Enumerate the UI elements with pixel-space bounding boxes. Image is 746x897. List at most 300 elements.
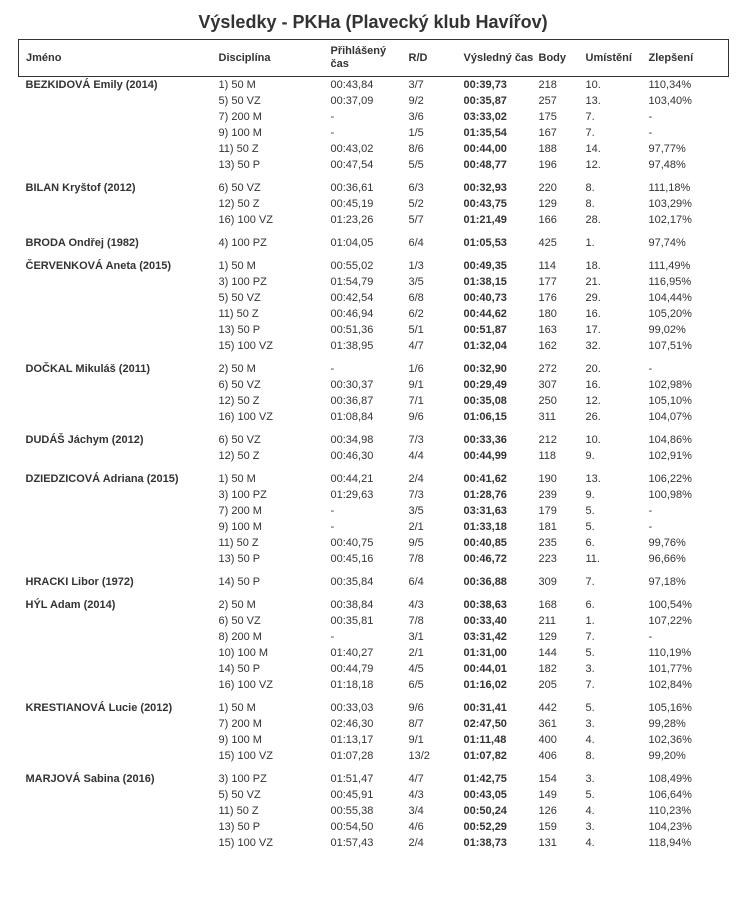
result-time-cell: 00:46,72 xyxy=(463,553,507,565)
result-row xyxy=(19,535,729,551)
swimmer-name xyxy=(19,125,212,141)
entry-time-cell: 01:29,63 xyxy=(330,489,374,501)
result-time-cell: 00:43,05 xyxy=(463,789,507,801)
place-cell: 14. xyxy=(585,143,601,155)
improvement-cell: 116,95% xyxy=(648,276,692,288)
place-cell: 5. xyxy=(585,521,595,533)
result-row xyxy=(19,448,729,464)
swimmer-name: HRACKI Libor (1972) xyxy=(25,576,134,588)
entry-time-cell: 01:13,17 xyxy=(330,734,374,746)
improvement-cell: 102,17% xyxy=(648,214,692,226)
points-cell: 220 xyxy=(538,182,557,194)
improvement-cell: - xyxy=(648,631,653,643)
discipline-cell: 12) 50 Z xyxy=(218,450,260,462)
table-body xyxy=(19,77,729,852)
result-row xyxy=(19,157,729,173)
result-time-cell: 01:28,76 xyxy=(463,489,507,501)
result-row xyxy=(19,819,729,835)
swimmer-name xyxy=(19,803,212,819)
result-row xyxy=(19,322,729,338)
place-cell: 4. xyxy=(585,837,595,849)
improvement-cell: 97,74% xyxy=(648,237,686,249)
col-header-result-time: Výsledný čas xyxy=(463,51,534,64)
points-cell: 205 xyxy=(538,679,557,691)
result-time-cell: 00:43,75 xyxy=(463,198,507,210)
place-cell: 9. xyxy=(585,450,595,462)
discipline-cell: 14) 50 P xyxy=(218,663,261,675)
improvement-cell: 106,64% xyxy=(648,789,692,801)
discipline-cell: 5) 50 VZ xyxy=(218,95,261,107)
place-cell: 9. xyxy=(585,489,595,501)
entry-time-cell: 01:23,26 xyxy=(330,214,374,226)
rd-cell: 2/1 xyxy=(408,521,424,533)
swimmer-name xyxy=(19,409,212,425)
rd-cell: 2/4 xyxy=(408,837,424,849)
result-row xyxy=(19,645,729,661)
improvement-cell: 104,23% xyxy=(648,821,692,833)
result-time-cell: 01:35,54 xyxy=(463,127,507,139)
result-row xyxy=(19,716,729,732)
result-time-cell: 00:31,41 xyxy=(463,702,507,714)
rd-cell: 1/3 xyxy=(408,260,424,272)
swimmer-name xyxy=(19,338,212,354)
improvement-cell: 97,48% xyxy=(648,159,686,171)
points-cell: 196 xyxy=(538,159,557,171)
points-cell: 361 xyxy=(538,718,557,730)
points-cell: 168 xyxy=(538,599,557,611)
discipline-cell: 1) 50 M xyxy=(218,260,256,272)
rd-cell: 5/2 xyxy=(408,198,424,210)
result-time-cell: 01:16,02 xyxy=(463,679,507,691)
result-row xyxy=(19,629,729,645)
result-row xyxy=(19,77,729,94)
result-row xyxy=(19,338,729,354)
improvement-cell: - xyxy=(648,111,653,123)
points-cell: 257 xyxy=(538,95,557,107)
improvement-cell: 106,22% xyxy=(648,473,692,485)
points-cell: 307 xyxy=(538,379,557,391)
discipline-cell: 13) 50 P xyxy=(218,553,261,565)
points-cell: 179 xyxy=(538,505,557,517)
result-row xyxy=(19,613,729,629)
place-cell: 5. xyxy=(585,702,595,714)
place-cell: 4. xyxy=(585,734,595,746)
improvement-cell: - xyxy=(648,127,653,139)
swimmer-name xyxy=(19,645,212,661)
result-time-cell: 00:44,00 xyxy=(463,143,507,155)
result-time-cell: 01:32,04 xyxy=(463,340,507,352)
rd-cell: 4/4 xyxy=(408,450,424,462)
discipline-cell: 6) 50 VZ xyxy=(218,615,261,627)
result-row xyxy=(19,487,729,503)
entry-time-cell: 00:45,19 xyxy=(330,198,374,210)
entry-time-cell: 00:36,87 xyxy=(330,395,374,407)
result-time-cell: 01:07,82 xyxy=(463,750,507,762)
place-cell: 5. xyxy=(585,647,595,659)
entry-time-cell: 00:35,81 xyxy=(330,615,374,627)
place-cell: 5. xyxy=(585,789,595,801)
col-header-name: Jméno xyxy=(26,51,62,64)
improvement-cell: 97,18% xyxy=(648,576,686,588)
result-time-cell: 03:31,63 xyxy=(463,505,507,517)
result-time-cell: 03:33,02 xyxy=(463,111,507,123)
rd-cell: 9/6 xyxy=(408,702,424,714)
discipline-cell: 2) 50 M xyxy=(218,363,256,375)
entry-time-cell: 00:44,21 xyxy=(330,473,374,485)
rd-cell: 6/2 xyxy=(408,308,424,320)
page-title: Výsledky - PKHa (Plavecký klub Havířov) xyxy=(198,12,548,32)
result-time-cell: 00:50,24 xyxy=(463,805,507,817)
rd-cell: 9/1 xyxy=(408,379,424,391)
result-time-cell: 01:33,18 xyxy=(463,521,507,533)
points-cell: 235 xyxy=(538,537,557,549)
result-row xyxy=(19,787,729,803)
swimmer-name: DUDÁŠ Jáchym (2012) xyxy=(25,434,144,446)
discipline-cell: 7) 200 M xyxy=(218,505,262,517)
entry-time-cell: - xyxy=(330,521,335,533)
improvement-cell: 104,86% xyxy=(648,434,692,446)
rd-cell: 6/5 xyxy=(408,679,424,691)
discipline-cell: 12) 50 Z xyxy=(218,395,260,407)
points-cell: 212 xyxy=(538,434,557,446)
result-time-cell: 01:21,49 xyxy=(463,214,507,226)
result-row xyxy=(19,196,729,212)
entry-time-cell: 00:46,94 xyxy=(330,308,374,320)
place-cell: 8. xyxy=(585,182,595,194)
entry-time-cell: 00:37,09 xyxy=(330,95,374,107)
place-cell: 1. xyxy=(585,237,595,249)
points-cell: 163 xyxy=(538,324,557,336)
swimmer-name xyxy=(19,748,212,764)
entry-time-cell: 02:46,30 xyxy=(330,718,374,730)
result-row xyxy=(19,803,729,819)
improvement-cell: 99,20% xyxy=(648,750,686,762)
result-row xyxy=(19,661,729,677)
place-cell: 8. xyxy=(585,198,595,210)
discipline-cell: 5) 50 VZ xyxy=(218,292,261,304)
entry-time-cell: - xyxy=(330,127,335,139)
result-time-cell: 00:33,40 xyxy=(463,615,507,627)
improvement-cell: 110,23% xyxy=(648,805,692,817)
rd-cell: 3/4 xyxy=(408,805,424,817)
entry-time-cell: 00:33,03 xyxy=(330,702,374,714)
improvement-cell: 104,07% xyxy=(648,411,692,423)
rd-cell: 6/4 xyxy=(408,576,424,588)
swimmer-name xyxy=(19,661,212,677)
entry-time-cell: - xyxy=(330,631,335,643)
table-header xyxy=(19,40,729,77)
points-cell: 149 xyxy=(538,789,557,801)
place-cell: 1. xyxy=(585,615,595,627)
entry-time-cell: 00:55,38 xyxy=(330,805,374,817)
discipline-cell: 6) 50 VZ xyxy=(218,379,261,391)
result-row xyxy=(19,594,729,613)
result-time-cell: 00:32,93 xyxy=(463,182,507,194)
improvement-cell: 105,10% xyxy=(648,395,692,407)
rd-cell: 2/4 xyxy=(408,473,424,485)
entry-time-cell: 00:47,54 xyxy=(330,159,374,171)
swimmer-name xyxy=(19,487,212,503)
entry-time-cell: 00:30,37 xyxy=(330,379,374,391)
swimmer-name: DOČKAL Mikuláš (2011) xyxy=(25,363,151,375)
points-cell: 162 xyxy=(538,340,557,352)
place-cell: 16. xyxy=(585,379,601,391)
points-cell: 223 xyxy=(538,553,557,565)
swimmer-name: ČERVENKOVÁ Aneta (2015) xyxy=(25,260,171,272)
col-header-discipline: Disciplína xyxy=(218,51,271,64)
entry-time-cell: 00:45,16 xyxy=(330,553,374,565)
result-time-cell: 01:31,00 xyxy=(463,647,507,659)
swimmer-name xyxy=(19,613,212,629)
discipline-cell: 3) 100 PZ xyxy=(218,489,267,501)
points-cell: 175 xyxy=(538,111,557,123)
place-cell: 18. xyxy=(585,260,601,272)
improvement-cell: - xyxy=(648,363,653,375)
result-time-cell: 00:44,99 xyxy=(463,450,507,462)
swimmer-name: KRESTIANOVÁ Lucie (2012) xyxy=(25,702,173,714)
result-time-cell: 00:41,62 xyxy=(463,473,507,485)
place-cell: 13. xyxy=(585,95,601,107)
discipline-cell: 3) 100 PZ xyxy=(218,276,267,288)
entry-time-cell: 01:54,79 xyxy=(330,276,374,288)
rd-cell: 1/5 xyxy=(408,127,424,139)
improvement-cell: 110,19% xyxy=(648,647,692,659)
place-cell: 29. xyxy=(585,292,601,304)
result-time-cell: 00:39,73 xyxy=(463,79,507,91)
place-cell: 28. xyxy=(585,214,601,226)
points-cell: 311 xyxy=(538,411,557,423)
entry-time-cell: 00:46,30 xyxy=(330,450,374,462)
result-row xyxy=(19,306,729,322)
rd-cell: 6/4 xyxy=(408,237,424,249)
discipline-cell: 1) 50 M xyxy=(218,473,256,485)
entry-time-cell: 00:44,79 xyxy=(330,663,374,675)
place-cell: 32. xyxy=(585,340,601,352)
discipline-cell: 10) 100 M xyxy=(218,647,269,659)
improvement-cell: 105,20% xyxy=(648,308,692,320)
swimmer-name xyxy=(19,732,212,748)
result-time-cell: 01:05,53 xyxy=(463,237,507,249)
improvement-cell: 118,94% xyxy=(648,837,692,849)
rd-cell: 2/1 xyxy=(408,647,424,659)
swimmer-name: HÝL Adam (2014) xyxy=(25,599,116,611)
swimmer-name xyxy=(19,377,212,393)
points-cell: 180 xyxy=(538,308,557,320)
result-time-cell: 00:48,77 xyxy=(463,159,507,171)
result-row xyxy=(19,109,729,125)
improvement-cell: 100,54% xyxy=(648,599,692,611)
entry-time-cell: 00:43,84 xyxy=(330,79,374,91)
result-row xyxy=(19,468,729,487)
result-time-cell: 00:40,73 xyxy=(463,292,507,304)
result-row xyxy=(19,141,729,157)
improvement-cell: 111,18% xyxy=(648,182,691,194)
discipline-cell: 15) 100 VZ xyxy=(218,837,273,849)
improvement-cell: - xyxy=(648,505,653,517)
improvement-cell: 99,02% xyxy=(648,324,686,336)
header-row xyxy=(19,40,729,77)
rd-cell: 8/7 xyxy=(408,718,424,730)
entry-time-cell: 01:18,18 xyxy=(330,679,374,691)
place-cell: 3. xyxy=(585,663,595,675)
improvement-cell: - xyxy=(648,521,653,533)
rd-cell: 3/6 xyxy=(408,111,424,123)
entry-time-cell: 00:54,50 xyxy=(330,821,374,833)
swimmer-name xyxy=(19,322,212,338)
result-time-cell: 01:42,75 xyxy=(463,773,507,785)
discipline-cell: 13) 50 P xyxy=(218,324,261,336)
col-header-improvement: Zlepšení xyxy=(648,51,694,64)
discipline-cell: 13) 50 P xyxy=(218,159,261,171)
discipline-cell: 12) 50 Z xyxy=(218,198,260,210)
improvement-cell: 99,28% xyxy=(648,718,686,730)
points-cell: 400 xyxy=(538,734,557,746)
swimmer-name xyxy=(19,393,212,409)
swimmer-name xyxy=(19,716,212,732)
result-row xyxy=(19,177,729,196)
result-time-cell: 00:51,87 xyxy=(463,324,507,336)
rd-cell: 4/7 xyxy=(408,340,424,352)
rd-cell: 5/7 xyxy=(408,214,424,226)
place-cell: 12. xyxy=(585,159,601,171)
entry-time-cell: - xyxy=(330,363,335,375)
improvement-cell: 101,77% xyxy=(648,663,692,675)
discipline-cell: 11) 50 Z xyxy=(218,308,259,320)
discipline-cell: 11) 50 Z xyxy=(218,143,259,155)
result-row xyxy=(19,503,729,519)
points-cell: 166 xyxy=(538,214,557,226)
place-cell: 16. xyxy=(585,308,601,320)
rd-cell: 9/2 xyxy=(408,95,424,107)
result-row xyxy=(19,697,729,716)
place-cell: 6. xyxy=(585,537,595,549)
points-cell: 154 xyxy=(538,773,557,785)
swimmer-name: BILAN Kryštof (2012) xyxy=(25,182,136,194)
place-cell: 7. xyxy=(585,111,595,123)
rd-cell: 3/5 xyxy=(408,276,424,288)
rd-cell: 7/3 xyxy=(408,434,424,446)
place-cell: 13. xyxy=(585,473,601,485)
swimmer-name xyxy=(19,819,212,835)
discipline-cell: 6) 50 VZ xyxy=(218,182,261,194)
discipline-cell: 3) 100 PZ xyxy=(218,773,267,785)
rd-cell: 5/1 xyxy=(408,324,424,336)
discipline-cell: 1) 50 M xyxy=(218,702,256,714)
swimmer-name: BEZKIDOVÁ Emily (2014) xyxy=(25,79,158,91)
improvement-cell: 102,84% xyxy=(648,679,692,691)
result-row xyxy=(19,358,729,377)
swimmer-name xyxy=(19,141,212,157)
rd-cell: 6/8 xyxy=(408,292,424,304)
result-row xyxy=(19,393,729,409)
improvement-cell: 108,49% xyxy=(648,773,692,785)
discipline-cell: 7) 200 M xyxy=(218,111,262,123)
result-time-cell: 00:49,35 xyxy=(463,260,507,272)
improvement-cell: 103,29% xyxy=(648,198,692,210)
rd-cell: 4/7 xyxy=(408,773,424,785)
improvement-cell: 103,40% xyxy=(648,95,692,107)
place-cell: 10. xyxy=(585,434,601,446)
rd-cell: 4/6 xyxy=(408,821,424,833)
points-cell: 188 xyxy=(538,143,557,155)
rd-cell: 7/3 xyxy=(408,489,424,501)
discipline-cell: 15) 100 VZ xyxy=(218,750,273,762)
place-cell: 3. xyxy=(585,821,595,833)
improvement-cell: 102,91% xyxy=(648,450,692,462)
rd-cell: 7/8 xyxy=(408,615,424,627)
rd-cell: 4/5 xyxy=(408,663,424,675)
rd-cell: 7/1 xyxy=(408,395,424,407)
points-cell: 176 xyxy=(538,292,557,304)
entry-time-cell: 01:04,05 xyxy=(330,237,374,249)
result-row xyxy=(19,519,729,535)
result-row xyxy=(19,274,729,290)
result-time-cell: 01:06,15 xyxy=(463,411,507,423)
entry-time-cell: - xyxy=(330,111,335,123)
result-time-cell: 00:38,63 xyxy=(463,599,507,611)
place-cell: 21. xyxy=(585,276,601,288)
points-cell: 442 xyxy=(538,702,557,714)
result-row xyxy=(19,571,729,590)
discipline-cell: 1) 50 M xyxy=(218,79,256,91)
result-row xyxy=(19,551,729,567)
result-time-cell: 00:33,36 xyxy=(463,434,507,446)
entry-time-cell: 00:35,84 xyxy=(330,576,374,588)
entry-time-cell: 00:43,02 xyxy=(330,143,374,155)
rd-cell: 9/6 xyxy=(408,411,424,423)
discipline-cell: 8) 200 M xyxy=(218,631,262,643)
place-cell: 26. xyxy=(585,411,601,423)
points-cell: 190 xyxy=(538,473,557,485)
place-cell: 4. xyxy=(585,805,595,817)
discipline-cell: 2) 50 M xyxy=(218,599,256,611)
place-cell: 8. xyxy=(585,750,595,762)
discipline-cell: 7) 200 M xyxy=(218,718,262,730)
points-cell: 167 xyxy=(538,127,557,139)
result-time-cell: 00:52,29 xyxy=(463,821,507,833)
improvement-cell: 105,16% xyxy=(648,702,692,714)
swimmer-name xyxy=(19,519,212,535)
swimmer-name xyxy=(19,93,212,109)
result-row xyxy=(19,93,729,109)
improvement-cell: 111,49% xyxy=(648,260,691,272)
rd-cell: 9/1 xyxy=(408,734,424,746)
improvement-cell: 102,36% xyxy=(648,734,692,746)
discipline-cell: 9) 100 M xyxy=(218,127,262,139)
result-row xyxy=(19,835,729,851)
entry-time-cell: 00:40,75 xyxy=(330,537,374,549)
improvement-cell: 104,44% xyxy=(648,292,692,304)
result-time-cell: 00:44,01 xyxy=(463,663,507,675)
entry-time-cell: 00:45,91 xyxy=(330,789,374,801)
swimmer-name xyxy=(19,835,212,851)
points-cell: 218 xyxy=(538,79,557,91)
points-cell: 250 xyxy=(538,395,557,407)
result-row xyxy=(19,232,729,251)
place-cell: 7. xyxy=(585,679,595,691)
result-row xyxy=(19,125,729,141)
result-row xyxy=(19,748,729,764)
entry-time-cell: - xyxy=(330,505,335,517)
entry-time-cell: 00:51,36 xyxy=(330,324,374,336)
swimmer-name xyxy=(19,274,212,290)
discipline-cell: 16) 100 VZ xyxy=(218,679,273,691)
col-header-points: Body xyxy=(538,51,566,64)
result-time-cell: 02:47,50 xyxy=(463,718,507,730)
entry-time-cell: 01:38,95 xyxy=(330,340,374,352)
rd-cell: 4/3 xyxy=(408,599,424,611)
place-cell: 11. xyxy=(585,553,600,565)
